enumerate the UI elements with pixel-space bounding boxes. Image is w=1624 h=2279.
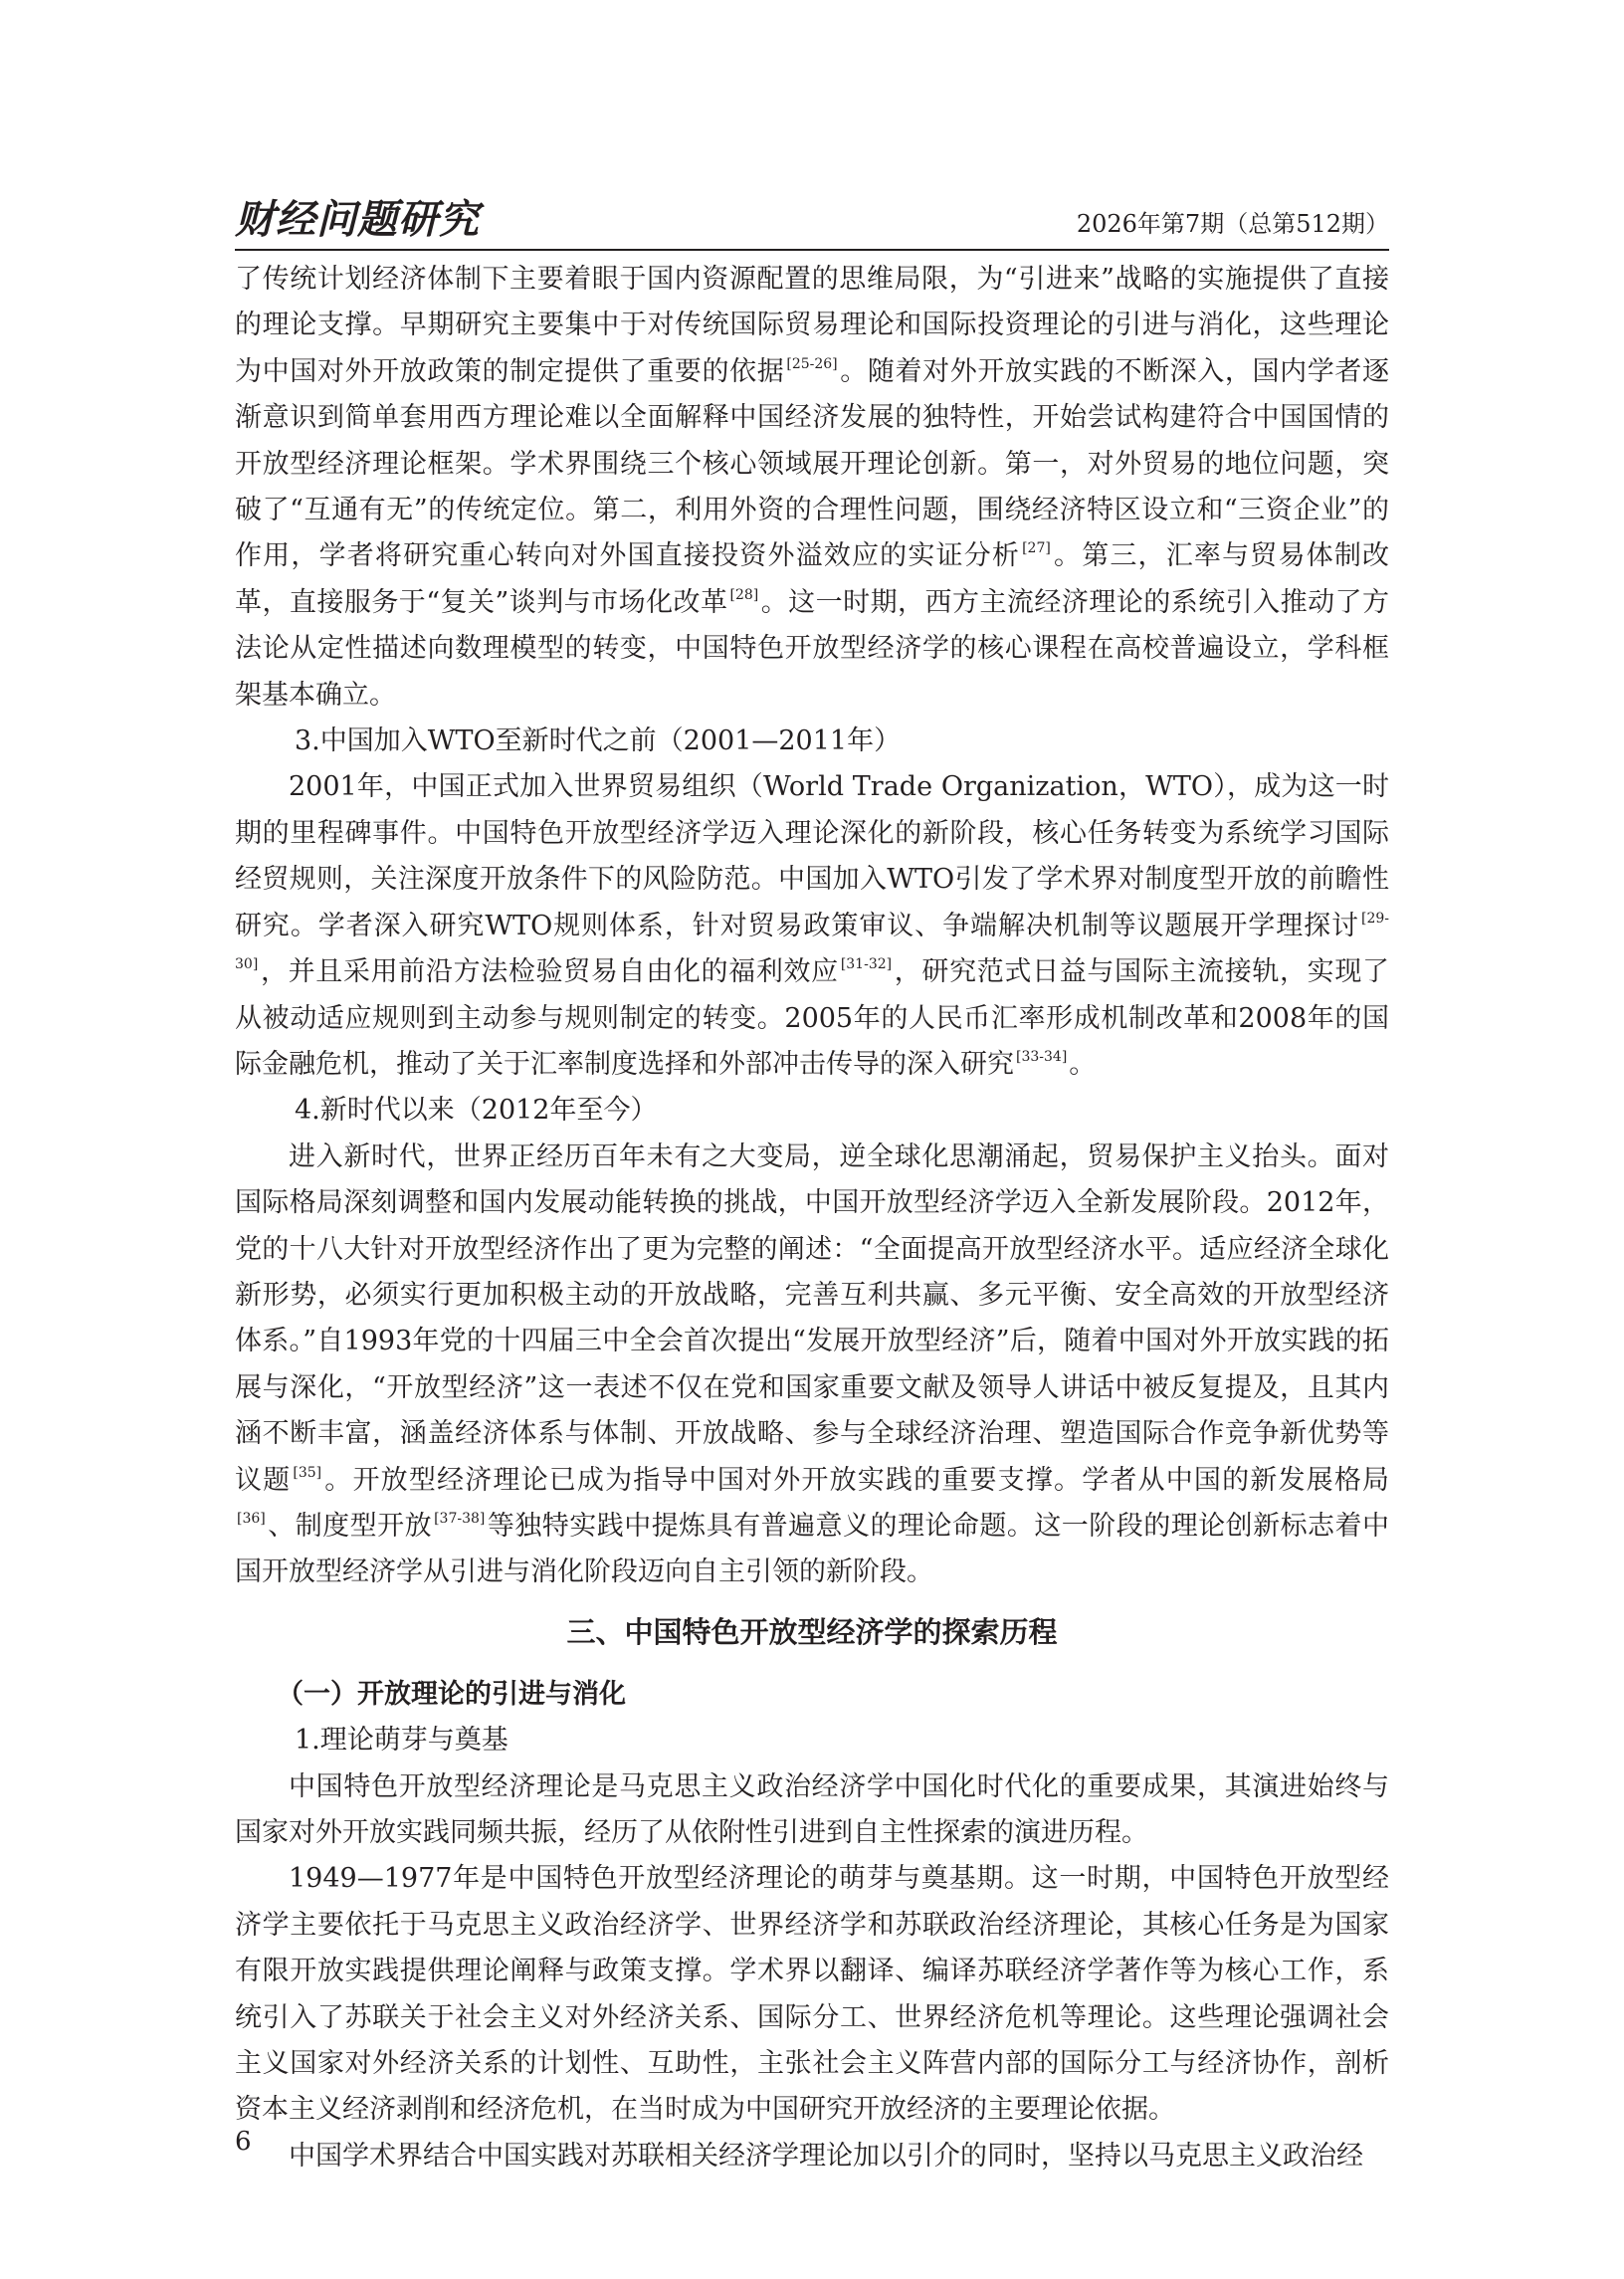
citation: [37-38] xyxy=(434,1510,486,1527)
citation: [27] xyxy=(1022,540,1051,557)
paragraph: 进入新时代，世界正经历百年未有之大变局，逆全球化思潮涌起，贸易保护主义抬头。面对国际格局深刻调整和国内发展动能转换的挑战，中国开放型经济学迈入全新发展阶段。2012年，党的十八大针对开放型经济作出了更为完整的阐述：“全面提高开放型经济水平。适应经济全球化新形势，必须实行更加积极主动的开放战略，完善互利共赢、多元平衡、安全高效的开放型经济体系。”自1993年党的十四届三中全会首次提出“发展开放型经济”后，随着中国对外开放实践的拓展与深化，“开放型经济”这一表述不仅在党和国家重要文献及领导人讲话中被反复提及，且其内涵不断丰富，涵盖经济体系与体制、开放战略、参与全球经济治理、塑造国际合作竞争新优势等议题 [35]。开放型经济理论已成为指导中国对外开放实践的重要支撑。学者从中国的新发展格局[36]、制度型开放 [37-38]等独特实践中提炼具有普遍意义的理论命题。这一阶段的理论创新标志着中国开放型经济学从引进与消化阶段迈向自主引领的新阶段。 xyxy=(235,1140,1390,1588)
issue-info: 2026年第7期（总第512期） xyxy=(1076,210,1389,238)
page-number: 6 xyxy=(235,2127,252,2157)
citation: [25-26] xyxy=(786,355,838,372)
subsection-heading-4: 4.新时代以来（2012年至今） xyxy=(295,1095,658,1127)
subsection-heading: （一）开放理论的引进与消化 xyxy=(277,1678,626,1710)
subsection-heading-3: 3.中国加入WTO至新时代之前（2001—2011年） xyxy=(295,725,902,757)
header-rule xyxy=(235,249,1389,251)
article-body xyxy=(235,257,1389,2179)
journal-masthead: 财经问题研究 xyxy=(235,196,480,243)
section-heading: 三、中国特色开放型经济学的探索历程 xyxy=(566,1614,1058,1649)
citation: [35] xyxy=(293,1464,322,1481)
citation: [28] xyxy=(729,586,759,603)
paragraph: 中国学术界结合中国实践对苏联相关经济学理论加以引介的同时，坚持以马克思主义政治经 xyxy=(289,2140,1363,2172)
citation: [29-30] xyxy=(235,910,1389,973)
citation: [33-34] xyxy=(1016,1048,1068,1065)
citation: [31-32] xyxy=(840,956,893,973)
running-header xyxy=(235,195,1389,245)
paragraph: 1949—1977年是中国特色开放型经济理论的萌芽与奠基期。这一时期，中国特色开放型经济学主要依托于马克思主义政治经济学、世界经济学和苏联政治经济理论，其核心任务是为国家有限开放实践提供理论阐释与政策支撑。学术界以翻译、编译苏联经济学著作等为核心工作，系统引入了苏联关于社会主义对外经济关系、国际分工、世界经济危机等理论。这些理论强调社会主义国家对外经济关系的计划性、互助性，主张社会主义阵营内部的国际分工与经济协作，剖析资本主义经济剥削和经济危机，在当时成为中国研究开放经济的主要理论依据。 xyxy=(235,1863,1389,2126)
paragraph: 2001年，中国正式加入世界贸易组织（World Trade Organization，WTO），成为这一时期的里程碑事件。中国特色开放型经济学迈入理论深化的新阶段，核心任务转变为系统学习国际经贸规则，关注深度开放条件下的风险防范。中国加入WTO引发了学术界对制度型开放的前瞻性研究。学者深入研究WTO规则体系，针对贸易政策审议、争端解决机制等议题展开学理探讨 [29-30]，并且采用前沿方法检验贸易自由化的福利效应 [31-32]，研究范式日益与国际主流接轨，实现了从被动适应规则到主动参与规则制定的转变。2005年的人民币汇率形成机制改革和2008年的国际金融危机，推动了关于汇率制度选择和外部冲击传导的深入研究 [33-34]。 xyxy=(235,771,1389,1080)
citation: [36] xyxy=(237,1510,266,1527)
paragraph: 中国特色开放型经济理论是马克思主义政治经济学中国化时代化的重要成果，其演进始终与国家对外开放实践同频共振，经历了从依附性引进到自主性探索的演进历程。 xyxy=(235,1770,1389,1848)
subsection-heading-1: 1.理论萌芽与奠基 xyxy=(295,1725,508,1757)
paragraph: 了传统计划经济体制下主要着眼于国内资源配置的思维局限，为“引进来”战略的实施提供了直接的理论支撑。早期研究主要集中于对传统国际贸易理论和国际投资理论的引进与消化，这些理论为中国对外开放政策的制定提供了重要的依据 [25-26]。随着对外开放实践的不断深入，国内学者逐渐意识到简单套用西方理论难以全面解释中国经济发展的独特性，开始尝试构建符合中国国情的开放型经济理论框架。学术界围绕三个核心领域展开理论创新。第一，对外贸易的地位问题，突破了“互通有无”的传统定位。第二，利用外资的合理性问题，围绕经济特区设立和“三资企业”的作用，学者将研究重心转向对外国直接投资外溢效应的实证分析 [27]。第三，汇率与贸易体制改革，直接服务于“复关”谈判与市场化改革 [28]。这一时期，西方主流经济理论的系统引入推动了方法论从定性描述向数理模型的转变，中国特色开放型经济学的核心课程在高校普遍设立，学科框架基本确立。 xyxy=(235,264,1390,711)
